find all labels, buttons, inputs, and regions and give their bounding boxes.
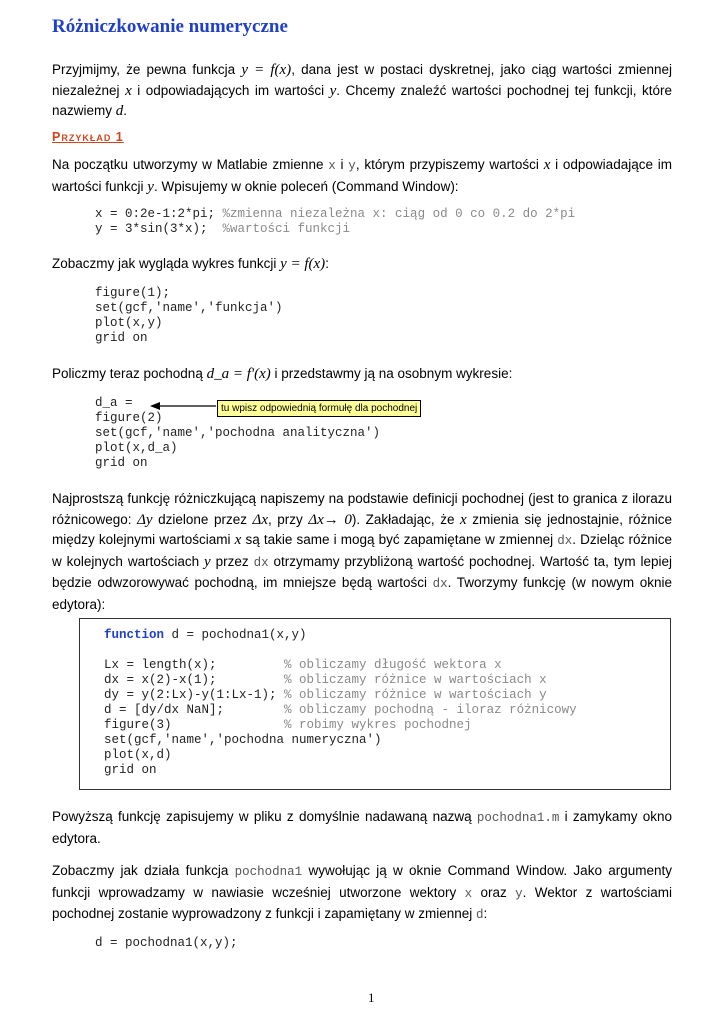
text: : bbox=[325, 256, 329, 271]
code-comment: % obliczamy różnice w wartościach x bbox=[284, 673, 547, 687]
code-comment: % obliczamy pochodną - iloraz różnicowy bbox=[284, 703, 577, 717]
text: . Dzieląc różnice w kolejnych wartościach bbox=[52, 532, 672, 569]
variable: x bbox=[543, 157, 551, 173]
code-line: set(gcf,'name','pochodna numeryczna') bbox=[104, 733, 382, 747]
text: , dana jest w postaci dyskretnej, jako ciąg wartości zmiennej niezależnej bbox=[52, 62, 672, 98]
text: i przedstawmy ją na osobnym wykresie: bbox=[270, 366, 513, 381]
text: Zobaczmy jak wygląda wykres funkcji bbox=[52, 256, 281, 271]
text: ). Zakładając, że bbox=[351, 511, 461, 527]
paragraph-call-function bbox=[52, 861, 672, 926]
code-line: set(gcf,'name','pochodna analityczna') bbox=[95, 426, 381, 440]
code-line: dx = x(2)-x(1); bbox=[104, 673, 285, 687]
text: . Chcemy znaleźć wartości pochodnej tej funkcji, które nazwiemy bbox=[52, 82, 672, 118]
code-line: figure(3) bbox=[104, 718, 285, 732]
text: dzielone przez bbox=[152, 511, 253, 527]
text: . bbox=[123, 103, 128, 118]
formula: Δx→ 0 bbox=[308, 511, 352, 528]
variable: x bbox=[460, 511, 467, 528]
formula: d_a = f'(x) bbox=[206, 366, 271, 382]
inline-code: pochodna1 bbox=[234, 865, 303, 879]
text: oraz bbox=[472, 884, 516, 900]
function-code-box bbox=[79, 618, 671, 790]
inline-code: dx bbox=[557, 534, 573, 548]
text: i bbox=[335, 157, 349, 172]
text: i zamykamy okno edytora. bbox=[52, 809, 672, 846]
inline-code: dx bbox=[432, 577, 448, 591]
text: . Tworzymy funkcję (w nowym oknie edytora): bbox=[52, 575, 672, 612]
text: i odpowiadające im wartości funkcji bbox=[52, 157, 672, 194]
paragraph-save-function bbox=[52, 807, 672, 849]
text: . Wektor z wartościami pochodnej zostanie wyprowadzony z funkcji i zapamiętany w zmiennej bbox=[52, 884, 672, 921]
variable: x bbox=[234, 532, 242, 548]
arrow-icon bbox=[150, 399, 218, 413]
page-title: Różniczkowanie numeryczne bbox=[52, 16, 288, 37]
code-line: plot(x,y) bbox=[95, 316, 163, 330]
paragraph-analytic-derivative bbox=[52, 364, 672, 385]
code-line: figure(2) bbox=[95, 411, 163, 425]
code-line: d = [dy/dx NaN]; bbox=[104, 703, 285, 717]
inline-code: pochodna1.m bbox=[476, 811, 560, 825]
inline-code: dx bbox=[253, 555, 269, 570]
text: Policzmy teraz pochodną bbox=[52, 366, 207, 381]
code-line: dy = y(2:Lx)-y(1:Lx-1); bbox=[104, 688, 285, 702]
code-block-call-function: d = pochodna1(x,y); bbox=[95, 936, 238, 950]
inline-code: y bbox=[348, 159, 356, 173]
function-code bbox=[104, 628, 577, 778]
code-comment: %zmienna niezależna x: ciąg od 0 co 0.2 do 2*pi bbox=[222, 207, 576, 221]
example-heading: Przykład 1 bbox=[52, 130, 124, 144]
code-line: plot(x,d) bbox=[104, 748, 172, 762]
text: przez bbox=[210, 553, 254, 569]
code-line: set(gcf,'name','funkcja') bbox=[95, 301, 283, 315]
code-line: grid on bbox=[95, 456, 148, 470]
page-number: 1 bbox=[368, 990, 375, 1005]
text: Zobaczmy jak działa funkcja bbox=[52, 863, 235, 878]
inline-code: y bbox=[515, 886, 523, 901]
text: , przy bbox=[267, 511, 309, 527]
text: Powyższą funkcję zapisujemy w pliku z domyślnie nadawaną nazwą bbox=[52, 809, 477, 824]
variable: y bbox=[329, 82, 337, 99]
formula: y = f(x) bbox=[241, 62, 292, 78]
code-line: grid on bbox=[95, 331, 148, 345]
code-keyword: function bbox=[104, 628, 165, 642]
code-comment: % obliczamy długość wektora x bbox=[284, 658, 502, 672]
code-line: y = 3*sin(3*x); bbox=[95, 222, 223, 236]
text: . Wpisujemy w oknie poleceń (Command Window): bbox=[153, 178, 459, 194]
text: otrzymamy przybliżoną wartość pochodnej. Wartość ta, tym lepiej będzie odwzorowywać pochodną, im mniejsze będą wartości bbox=[52, 553, 673, 590]
code-comment: % obliczamy różnice w wartościach y bbox=[284, 688, 547, 702]
code-line: plot(x,d_a) bbox=[95, 441, 178, 455]
text: i odpowiadających im wartości bbox=[131, 82, 330, 98]
paragraph-variables bbox=[52, 155, 672, 197]
inline-code: x bbox=[328, 159, 336, 173]
formula: Δy bbox=[137, 511, 153, 528]
code-block-define-variables bbox=[95, 207, 575, 237]
text: Najprostszą funkcję różniczkującą napiszemy na podstawie definicji pochodnej (jest to granica z ilorazu różnicowego: bbox=[52, 491, 672, 527]
text: są takie same i mogą być zapamiętane w zmiennej bbox=[241, 532, 558, 547]
formula: Δx bbox=[252, 511, 268, 528]
code-line: d_a = bbox=[95, 396, 141, 410]
text: zmienia się jednostajnie, różnice między kolejnymi wartościami bbox=[52, 511, 673, 547]
paragraph-finite-difference bbox=[52, 489, 672, 615]
text: wywołując ją w oknie Command Window. Jako argumenty funkcji wprowadzamy w nawiasie wcześniej utworzone wektory bbox=[52, 863, 673, 900]
text: Przyjmijmy, że pewna funkcja bbox=[52, 62, 242, 77]
code-line: grid on bbox=[104, 763, 157, 777]
code-line: d = pochodna1(x,y) bbox=[164, 628, 307, 642]
variable: x bbox=[125, 82, 132, 99]
code-comment: %wartości funkcji bbox=[222, 222, 351, 236]
inline-code: d bbox=[475, 908, 484, 922]
code-block-plot-function bbox=[95, 286, 283, 346]
code-line: x = 0:2e-1:2*pi; bbox=[95, 207, 223, 221]
text: , którym przypiszemy wartości bbox=[355, 157, 544, 172]
code-line: figure(1); bbox=[95, 286, 171, 300]
text: Na początku utworzymy w Matlabie zmienne bbox=[52, 157, 329, 172]
variable: y bbox=[147, 178, 154, 195]
variable: y bbox=[204, 553, 211, 570]
inline-code: x bbox=[464, 886, 473, 901]
callout-note: tu wpisz odpowiednią formułę dla pochodnej bbox=[217, 400, 421, 417]
paragraph-plot-function bbox=[52, 254, 672, 275]
intro-paragraph bbox=[52, 60, 672, 122]
formula: y = f(x) bbox=[280, 256, 326, 272]
code-comment: % robimy wykres pochodnej bbox=[284, 718, 472, 732]
text: : bbox=[483, 906, 488, 921]
code-line: Lx = length(x); bbox=[104, 658, 285, 672]
variable: d bbox=[115, 103, 124, 119]
